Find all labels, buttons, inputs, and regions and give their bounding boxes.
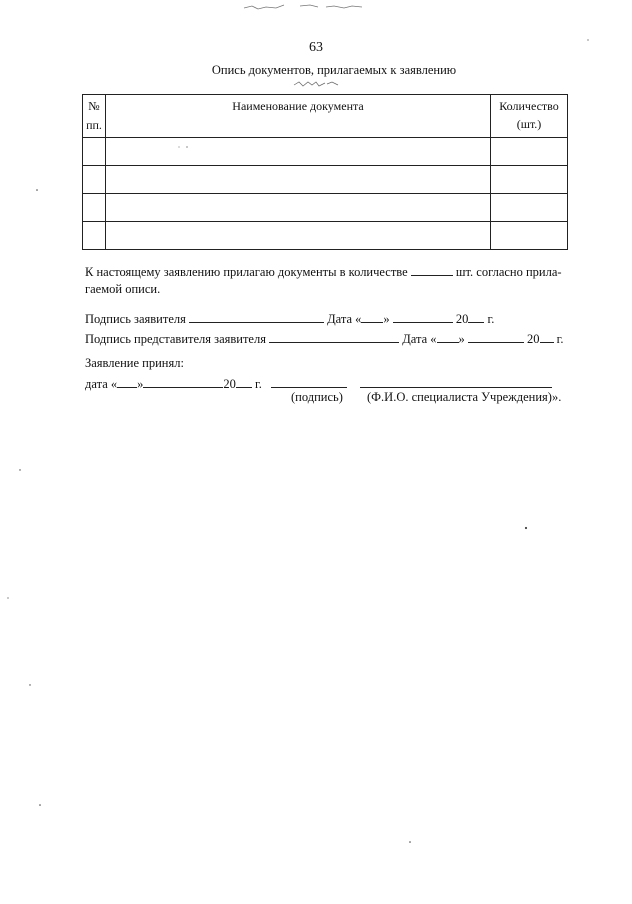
header-qty-line2: (шт.) xyxy=(516,117,542,131)
cell-document-name xyxy=(106,166,491,194)
year-suffix: г. xyxy=(556,332,564,346)
quote-close: » xyxy=(383,312,390,326)
cell-number xyxy=(83,222,106,250)
name-caption: (Ф.И.О. специалиста Учреждения)». xyxy=(367,390,562,404)
day-blank-line xyxy=(361,311,383,323)
year-blank-line xyxy=(540,331,554,343)
day-blank-line xyxy=(117,376,137,388)
cell-quantity xyxy=(491,138,568,166)
header-num-line2: пп. xyxy=(86,118,102,132)
representative-signature-label: Подпись представителя заявителя xyxy=(85,332,266,346)
statement-text-start: К настоящему заявлению прилагаю документы в количестве xyxy=(85,265,408,279)
date-label: Дата « xyxy=(402,332,437,346)
document-title: Опись документов, прилагаемых к заявлению xyxy=(211,63,457,77)
cell-number xyxy=(83,194,106,222)
year-blank-line xyxy=(468,311,484,323)
column-header-document-name: Наименование документа xyxy=(106,95,491,138)
cell-number xyxy=(83,138,106,166)
applicant-signature-label: Подпись заявителя xyxy=(85,312,186,326)
count-blank-line xyxy=(411,264,453,276)
table-row xyxy=(83,138,568,166)
month-blank-line xyxy=(143,376,223,388)
table-header-row xyxy=(83,95,568,138)
cell-document-name xyxy=(106,222,491,250)
month-blank-line xyxy=(393,311,453,323)
date-label: дата « xyxy=(85,377,118,391)
cell-quantity xyxy=(491,166,568,194)
month-blank-line xyxy=(468,331,524,343)
cell-document-name xyxy=(106,138,491,166)
statement-text-end: шт. согласно прила- xyxy=(455,265,562,279)
signature-blank-line xyxy=(269,331,399,343)
quote-close: » xyxy=(458,332,465,346)
year-suffix: г. xyxy=(487,312,495,326)
signature-blank-line xyxy=(189,311,324,323)
year-prefix: 20 xyxy=(527,332,540,346)
quote-close: » xyxy=(137,377,144,391)
cell-document-name xyxy=(106,194,491,222)
column-header-quantity xyxy=(491,95,568,138)
date-label: Дата « xyxy=(327,312,362,326)
applicant-signature-line xyxy=(85,311,494,327)
signature-blank-line xyxy=(271,376,347,388)
day-blank-line xyxy=(437,331,459,343)
cell-number xyxy=(83,166,106,194)
accepted-by-label: Заявление принял: xyxy=(85,356,184,370)
attachment-statement xyxy=(85,264,585,298)
table-row xyxy=(83,222,568,250)
representative-signature-line xyxy=(85,331,563,347)
cell-quantity xyxy=(491,194,568,222)
page-number: 63 xyxy=(309,40,323,55)
header-qty-line1: Количество xyxy=(499,99,559,113)
stamp-smudge xyxy=(292,79,342,89)
statement-text-line2: гаемой описи. xyxy=(85,282,161,296)
table-row xyxy=(83,194,568,222)
year-prefix: 20 xyxy=(223,377,236,391)
name-blank-line xyxy=(360,376,552,388)
column-header-number xyxy=(83,95,106,138)
table-row xyxy=(83,166,568,194)
document-inventory-table xyxy=(82,94,568,250)
header-num-line1: № xyxy=(88,99,100,113)
year-prefix: 20 xyxy=(455,312,469,326)
year-suffix: г. xyxy=(255,377,262,391)
cell-quantity xyxy=(491,222,568,250)
signature-caption: (подпись) xyxy=(291,390,343,404)
year-blank-line xyxy=(236,376,252,388)
